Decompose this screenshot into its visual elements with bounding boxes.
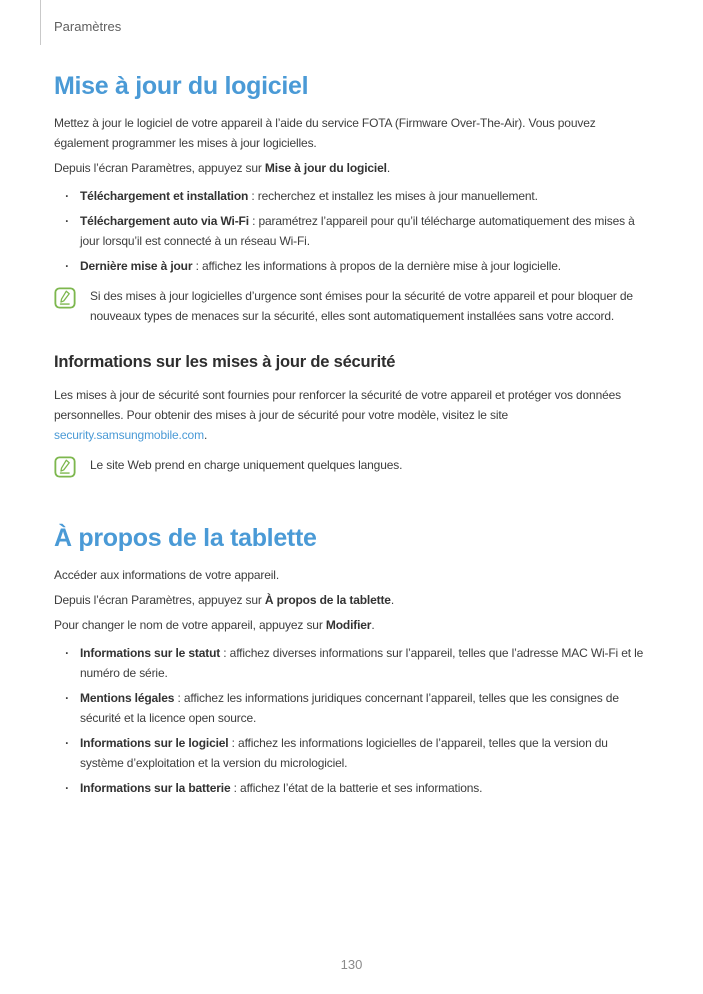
bullet-text (80, 778, 650, 798)
bullet-term: Téléchargement auto via Wi-Fi (80, 214, 249, 228)
bullet-marker: · (65, 259, 69, 273)
list-item (54, 643, 650, 683)
step-menu-label: À propos de la tablette (264, 593, 391, 607)
section-title-software-update: Mise à jour du logiciel (54, 72, 309, 100)
bullet-text (80, 211, 650, 251)
about-tablet-bullet-list (54, 643, 650, 798)
bullet-text (80, 186, 650, 206)
step-menu-label: Modifier (325, 618, 372, 632)
note-pencil-icon (54, 286, 90, 314)
bullet-desc: : affichez diverses informations sur l’appareil, telles que l’adresse MAC Wi-Fi et le numéro de série. (80, 646, 644, 680)
section-title-about-tablet: À propos de la tablette (54, 524, 317, 552)
step-period: . (386, 161, 391, 175)
page-number: 130 (340, 957, 363, 972)
bullet-term: Téléchargement et installation (80, 189, 249, 203)
bullet-term: Informations sur la batterie (80, 781, 231, 795)
software-update-intro: Mettez à jour le logiciel de votre appareil à l’aide du service FOTA (Firmware Over-The-Air). Vous pouvez également programmer les mises à jour logicielles. (54, 116, 596, 150)
step-period: . (390, 593, 395, 607)
security-body-text: Les mises à jour de sécurité sont fournies pour renforcer la sécurité de votre appareil et protéger vos données personnelles. Pour obtenir des mises à jour de sécurité pour votre modèle, visitez le site (54, 388, 622, 422)
list-item (54, 256, 650, 276)
subsection-title-security-updates: Informations sur les mises à jour de sécurité (54, 353, 396, 371)
software-update-step (54, 158, 650, 178)
software-update-bullet-list (54, 186, 650, 276)
bullet-desc: : affichez les informations juridiques concernant l’appareil, telles que les consignes de sécurité et la licence open source. (80, 691, 619, 725)
bullet-marker: · (65, 214, 69, 228)
bullet-desc: : affichez les informations logicielles de l’appareil, telles que la version du système d’exploitation et la version du micrologiciel. (80, 736, 608, 770)
about-tablet-line2 (54, 590, 650, 610)
note-text: Le site Web prend en charge uniquement quelques langues. (90, 458, 403, 472)
bullet-marker: · (65, 691, 69, 705)
note-box (54, 286, 650, 326)
bullet-marker: · (65, 781, 69, 795)
note-box (54, 455, 650, 483)
security-samsungmobile-link[interactable]: security.samsungmobile.com (54, 428, 204, 442)
bullet-desc: : recherchez et installez les mises à jour manuellement. (248, 189, 538, 203)
step-menu-label: Mise à jour du logiciel (264, 161, 387, 175)
bullet-marker: · (65, 646, 69, 660)
list-item (54, 211, 650, 251)
bullet-desc: : affichez les informations à propos de la dernière mise à jour logicielle. (192, 259, 561, 273)
bullet-text (80, 643, 650, 683)
note-pencil-icon (54, 455, 90, 483)
security-updates-body (54, 385, 650, 445)
about-tablet-line3 (54, 615, 650, 635)
security-body-period: . (203, 428, 208, 442)
about-tablet-line1: Accéder aux informations de votre appareil. (54, 568, 280, 582)
step-text: Depuis l’écran Paramètres, appuyez sur (54, 161, 265, 175)
list-item (54, 778, 650, 798)
note-text: Si des mises à jour logicielles d’urgence sont émises pour la sécurité de votre appareil et pour bloquer de nouveaux types de menaces sur la sécurité, elles sont automatiquement installées sans votre accord. (90, 289, 633, 323)
bullet-marker: · (65, 736, 69, 750)
step-text: Pour changer le nom de votre appareil, appuyez sur (54, 618, 326, 632)
bullet-text (80, 688, 650, 728)
header-divider (40, 0, 41, 45)
list-item (54, 688, 650, 728)
running-header: Paramètres (54, 19, 122, 34)
step-text: Depuis l’écran Paramètres, appuyez sur (54, 593, 265, 607)
bullet-desc: : paramétrez l’appareil pour qu’il télécharge automatiquement des mises à jour lorsqu’il est connecté à un réseau Wi-Fi. (80, 214, 635, 248)
bullet-text (80, 733, 650, 773)
bullet-desc: : affichez l’état de la batterie et ses informations. (230, 781, 483, 795)
list-item (54, 733, 650, 773)
bullet-term: Dernière mise à jour (80, 259, 193, 273)
step-period: . (371, 618, 375, 632)
bullet-marker: · (65, 189, 69, 203)
bullet-term: Mentions légales (80, 691, 175, 705)
bullet-term: Informations sur le statut (80, 646, 221, 660)
bullet-term: Informations sur le logiciel (80, 736, 229, 750)
bullet-text (80, 256, 650, 276)
list-item (54, 186, 650, 206)
